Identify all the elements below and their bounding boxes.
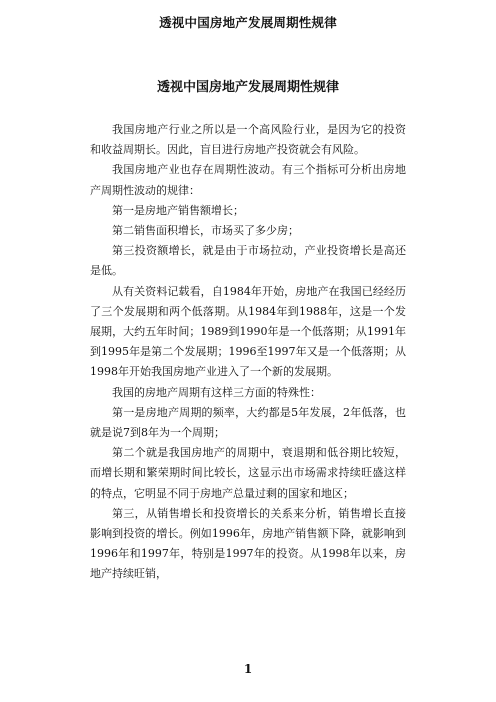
paragraph: 第三，从销售增长和投资增长的关系来分析，销售增长直接影响到投资的增长。例如1996年，房地产销售额下降，就影响到1996年和1997年，特别是1997年的投资。从1998年以来，房地产持续旺销， <box>90 506 406 581</box>
paragraph: 从有关资料记载看，自1984年开始，房地产在我国已经经历了三个发展期和两个低落期。从1984年到1988年，这是一个发展期，大约五年时间；1989到1990年是一个低落期；从1991年到1995年是第二个发展期；1996至1997年又是一个低落期；从1998年开始我国房地产业进入了一个新的发展期。 <box>90 284 406 379</box>
paragraph: 我国的房地产周期有这样三方面的特殊性： <box>112 385 321 399</box>
paragraph: 第三投资额增长，就是由于市场拉动，产业投资增长是高还是低。 <box>90 244 406 278</box>
paragraph: 我国房地产业也存在周期性波动。有三个指标可分析出房地产周期性波动的规律： <box>90 163 406 197</box>
paragraph: 第二销售面积增长，市场买了多少房； <box>112 224 299 238</box>
document-title: 透视中国房地产发展周期性规律 <box>156 80 339 95</box>
page-number: 1 <box>243 662 253 676</box>
paragraph: 第一是房地产销售额增长； <box>112 203 244 217</box>
paragraph: 第二个就是我国房地产的周期中，衰退期和低谷期比较短，而增长期和繁荣期时间比较长，这显示出市场需求持续旺盛这样的特点，它明显不同于房地产总量过剩的国家和地区； <box>90 446 406 500</box>
paragraph: 第一是房地产周期的频率，大约都是5年发展，2年低落，也就是说7到8年为一个周期； <box>90 405 406 440</box>
running-header: 透视中国房地产发展周期性规律 <box>159 15 337 30</box>
document-body <box>90 120 406 585</box>
paragraph: 我国房地产行业之所以是一个高风险行业，是因为它的投资和收益周期长。因此，盲目进行房地产投资就会有风险。 <box>90 123 406 157</box>
